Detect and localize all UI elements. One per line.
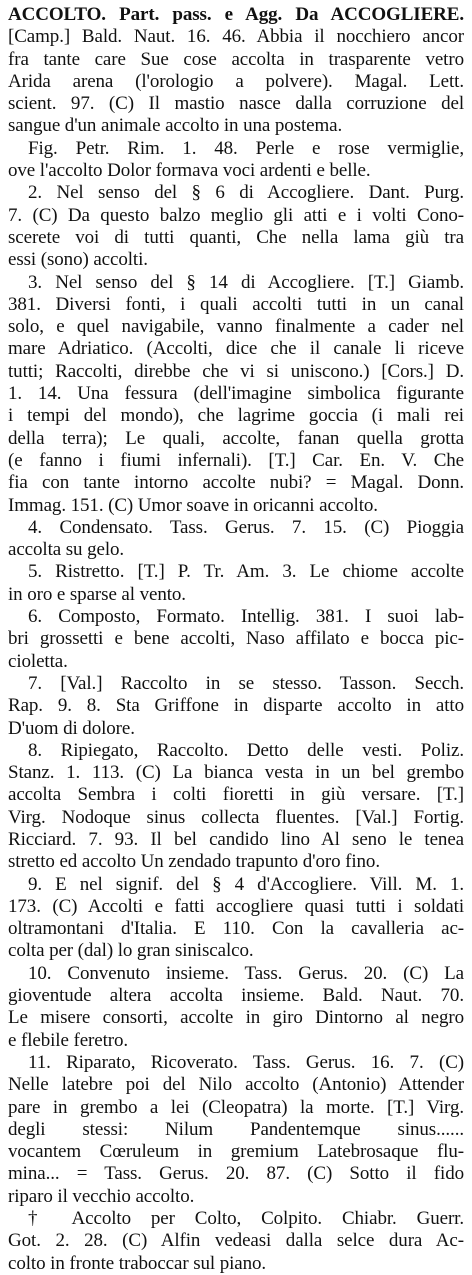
text-line: tutti; Raccolti, direbbe che vi si uniscono.) [Cors.] D. — [8, 360, 464, 382]
text-line: colta per (dal) lo gran siniscalco. — [8, 940, 254, 962]
text-line: Immag. 151. (C) Umor soave in oricanni accolto. — [8, 494, 378, 516]
text-line: Arida arena (l'orologio a polvere). Magal. Lett. — [8, 70, 464, 92]
sense-heading: 2. Nel senso del § 6 di Accogliere. Dant. Purg. — [28, 182, 464, 204]
sense-heading: 7. [Val.] Raccolto in se stesso. Tasson. Secch. — [28, 672, 464, 694]
text-line: Nelle latebre poi del Nilo accolto (Antonio) Attender — [8, 1074, 464, 1096]
sense-heading: 8. Ripiegato, Raccolto. Detto delle vesti. Poliz. — [28, 739, 464, 761]
text-line: (e fanno i fiumi infernali). [T.] Car. En. V. Che — [8, 449, 464, 471]
text-line: i tempi del mondo), che lagrime goccia (i mali rei — [8, 405, 464, 427]
sense-heading: 9. E nel signif. del § 4 d'Accogliere. Vill. M. 1. — [28, 873, 464, 895]
sense-heading: 3. Nel senso del § 14 di Accogliere. [T.] Giamb. — [28, 271, 464, 293]
text-line: Virg. Nodoque sinus collecta fluentes. [Val.] Fortig. — [8, 806, 464, 828]
text-line: vocantem Cœruleum in gremium Latebrosaque flu- — [8, 1141, 464, 1163]
text-line: pare in grembo a lei (Cleopatra) la morte. [T.] Virg. — [8, 1096, 464, 1118]
text-line: solo, e quel navigabile, vanno finalmente a cader nel — [8, 316, 464, 338]
text-line: e flebile feretro. — [8, 1029, 129, 1051]
text-line: oltramontani d'Italia. E 110. Con la cavalleria ac- — [8, 918, 464, 940]
entry-headline: ACCOLTO. Part. pass. e Agg. Da ACCOGLIERE. — [8, 4, 464, 25]
text-line: Got. 2. 28. (C) Alfin vedeasi dalla selce dura Ac- — [8, 1230, 464, 1252]
text-line: Ricciard. 7. 93. Il bel candido lino Al seno le tenea — [8, 828, 464, 850]
text-line: Fig. Petr. Rim. 1. 48. Perle e rose vermiglie, — [28, 137, 464, 159]
text-line: 173. (C) Accolti e fatti accogliere quasi tutti i soldati — [8, 895, 464, 917]
text-line: della terra); Le quali, accolte, fanan quella grotta — [8, 427, 464, 449]
sense-heading: 4. Condensato. Tass. Gerus. 7. 15. (C) Pioggia — [28, 516, 464, 538]
sense-heading: 10. Convenuto insieme. Tass. Gerus. 20. (C) La — [28, 962, 464, 984]
text-line: riparo il vecchio accolto. — [8, 1185, 195, 1207]
sense-heading: 6. Composto, Formato. Intellig. 381. I suoi lab- — [28, 606, 464, 628]
sense-heading: 11. Riparato, Ricoverato. Tass. Gerus. 16. 7. (C) — [28, 1051, 464, 1073]
text-line: 381. Diversi fonti, i quali accolti tutti in un canal — [8, 293, 464, 315]
text-line: Rap. 9. 8. Sta Griffone in disparte accolto in atto — [8, 695, 464, 717]
text-line: Stanz. 1. 113. (C) La bianca vesta in un bel grembo — [8, 762, 464, 784]
text-line: scient. 97. (C) Il mastio nasce dalla corruzione del — [8, 93, 464, 115]
text-line: accolta Sembra i colti fioretti in giù versare. [T.] — [8, 784, 464, 806]
text-line: gioventude altera accolta insieme. Bald. Naut. 70. — [8, 985, 464, 1007]
text-line: mina... = Tass. Gerus. 20. 87. (C) Sotto il fido — [8, 1163, 464, 1185]
text-line: fia con tante intorno accolte nubi? = Magal. Donn. — [8, 472, 464, 494]
text-line: essi (sono) accolti. — [8, 249, 148, 271]
text-line: colto in fronte traboccar sul piano. — [8, 1252, 267, 1274]
text-line: in oro e sparse al vento. — [8, 583, 186, 605]
text-line: scerete voi di tutti quanti, Che nella lama giù tra — [8, 226, 464, 248]
sense-heading: 5. Ristretto. [T.] P. Tr. Am. 3. Le chiome accolte — [28, 561, 464, 583]
text-line: sangue d'un animale accolto in una postema. — [8, 115, 343, 137]
sense-heading: † Accolto per Colto, Colpito. Chiabr. Guerr. — [28, 1208, 464, 1230]
text-line: bri grossetti e bene accolti, Naso affilato e bocca pic- — [8, 628, 464, 650]
text-line: 7. (C) Da questo balzo meglio gli atti e i volti Cono- — [8, 204, 464, 226]
text-line: degli stessi: Nilum Pandentemque sinus...... — [8, 1118, 464, 1140]
text-line: stretto ed accolto Un zendado trapunto d'oro fino. — [8, 851, 380, 873]
text-line: Le misere consorti, accolte in giro Dintorno al negro — [8, 1007, 464, 1029]
text-line: ove l'accolto Dolor formava voci ardenti e belle. — [8, 160, 371, 182]
text-line: 1. 14. Una fessura (dell'imagine simbolica figurante — [8, 383, 464, 405]
text-line: [Camp.] Bald. Naut. 16. 46. Abbia il nocchiero ancor — [8, 26, 464, 48]
text-line: cioletta. — [8, 650, 68, 672]
text-line: D'uom di dolore. — [8, 717, 135, 739]
text-line: fra tante care Sue cose accolta in trasparente vetro — [8, 48, 464, 70]
text-line: mare Adriatico. (Accolti, dice che il canale li riceve — [8, 338, 464, 360]
text-line: accolta su gelo. — [8, 539, 125, 561]
